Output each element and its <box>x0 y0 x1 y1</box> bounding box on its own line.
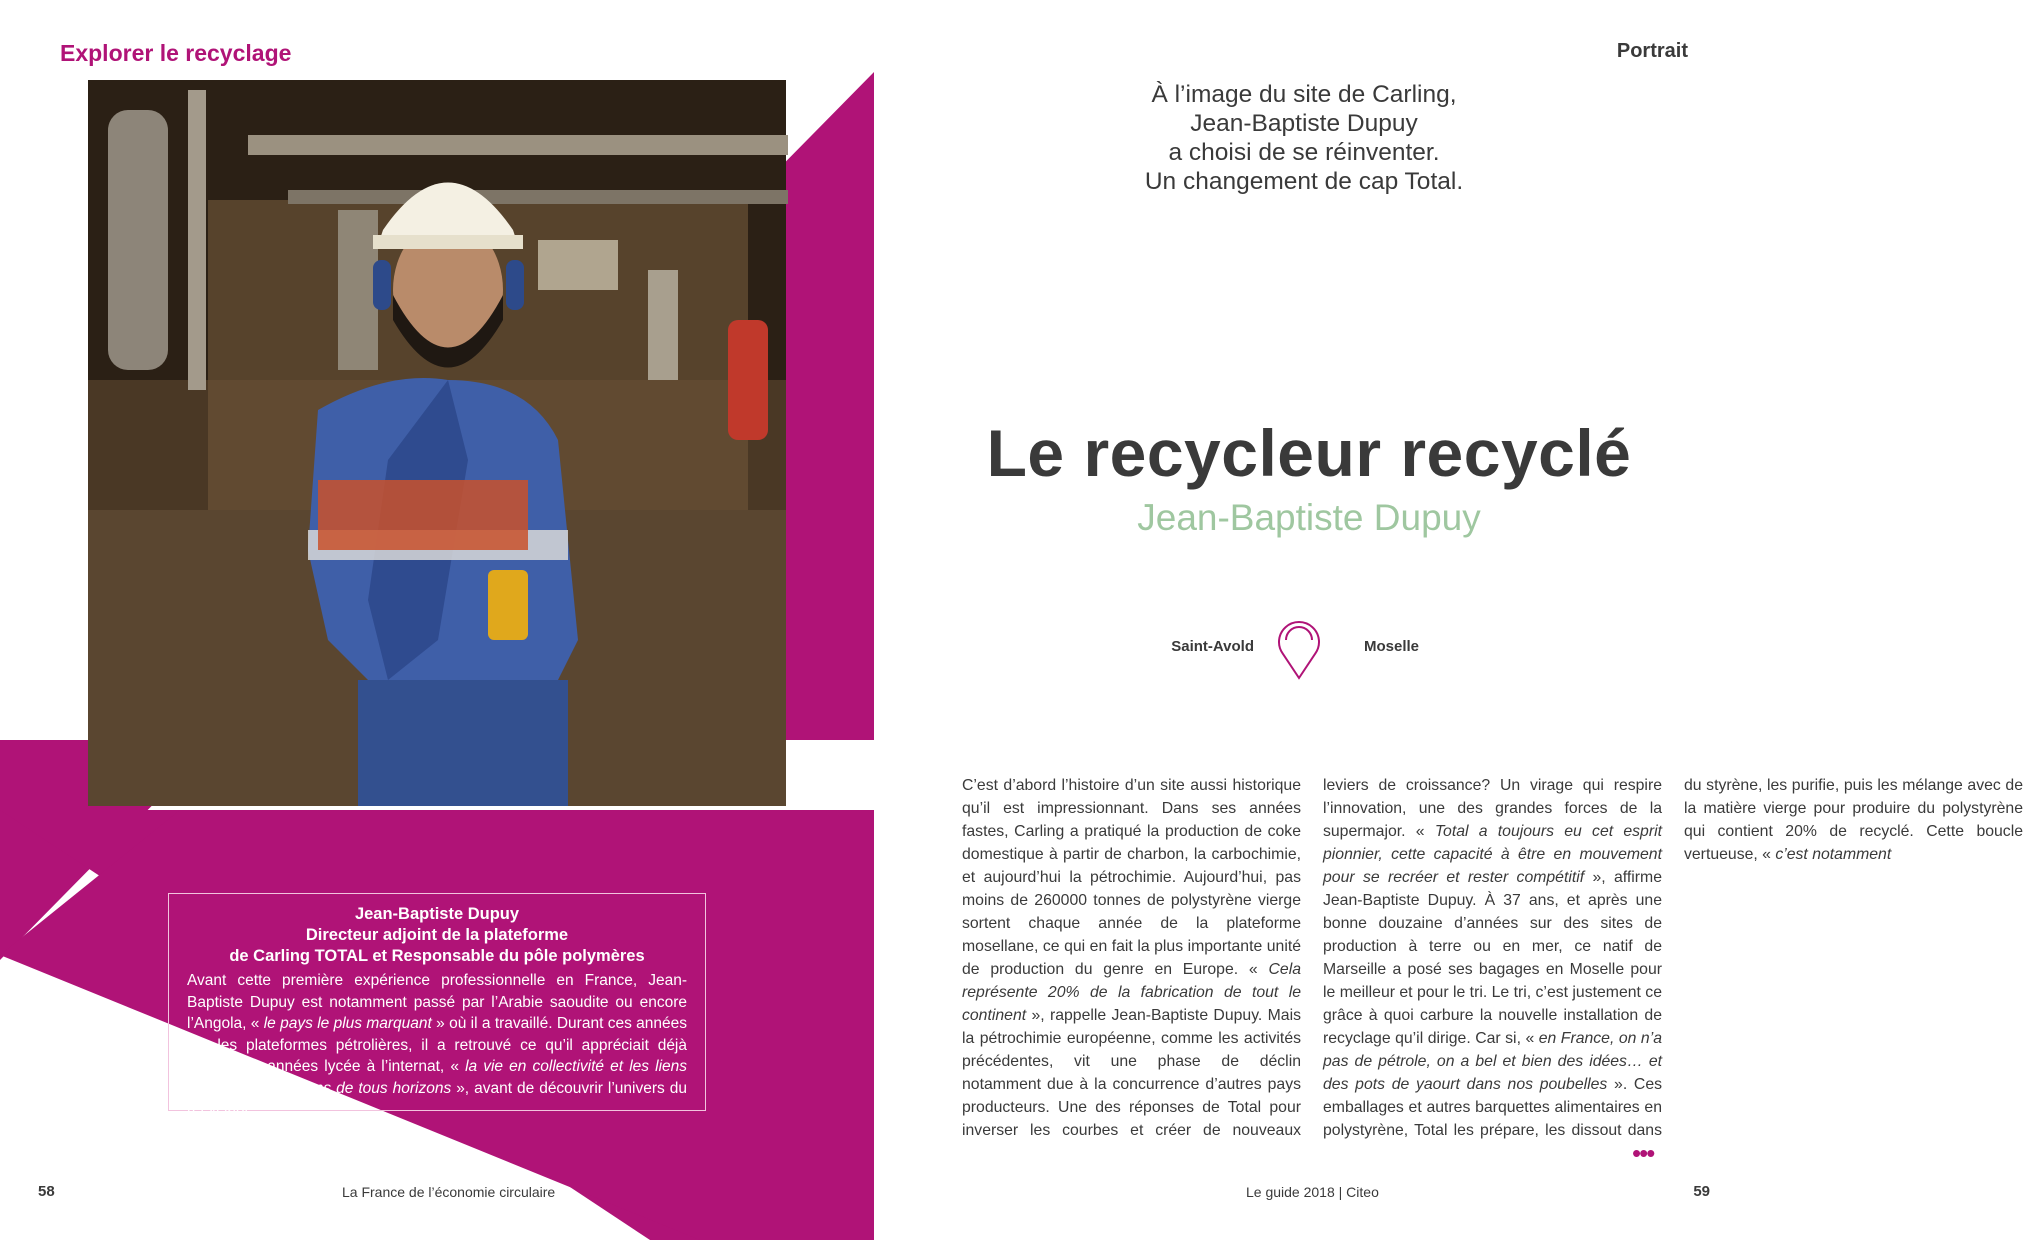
page-number-right: 59 <box>1693 1183 1710 1200</box>
intro-line: a choisi de se réinventer. <box>1168 139 1440 166</box>
worker-portrait-image <box>88 80 786 806</box>
bio-role-line1: Directeur adjoint de la plateforme <box>305 926 569 944</box>
bio-text: Avant cette première expérience professionnelle en France, Jean-Baptiste Dupuy est notamment passé par l’Arabie saoudite ou encore l’Angola, « le pays le plus marquant » où il a travaillé. Durant ces années sur les plateformes pétrolières, il a retrouvé ce qu’il appréciait déjà durant ses années lycée à l’internat, « la vie en collectivité et les liens créés avec des gens de tous horizons », avant de découvrir l’univers du recyclage. <box>187 972 688 1118</box>
intro-text <box>1024 80 1584 196</box>
intro-line: Jean-Baptiste Dupuy <box>1190 110 1418 137</box>
footer-title-left: La France de l’économie circulaire <box>342 1184 556 1200</box>
bio-name: Jean-Baptiste Dupuy <box>354 905 520 923</box>
bio-role-line2: de Carling TOTAL et Responsable du pôle polymères <box>229 947 645 965</box>
article-title: Le recycleur recyclé <box>986 416 1632 490</box>
page-number-left: 58 <box>38 1183 55 1200</box>
location <box>1054 618 1554 680</box>
intro-line: Un changement de cap Total. <box>1144 168 1464 195</box>
footer-title-right: Le guide 2018 | Citeo <box>1246 1184 1379 1200</box>
section-label-portrait: Portrait <box>1616 40 1688 62</box>
location-city: Saint-Avold <box>1171 638 1254 655</box>
article-subtitle: Jean-Baptiste Dupuy <box>1137 497 1481 538</box>
intro-line: À l’image du site de Carling, <box>1151 81 1457 108</box>
right-page <box>874 0 2023 1240</box>
bio-box <box>168 893 706 1118</box>
continue-dots: ••• <box>1632 1138 1654 1168</box>
section-label: Explorer le recyclage <box>60 40 292 66</box>
left-page <box>0 0 874 1240</box>
article-body: C’est d’abord l’histoire d’un site aussi historique qu’il est impressionnant. Dans ses années fastes, Carling a pratiqué la production de coke domestique à partir de charbon, la carbochimie, et aujourd’hui la pétrochimie. Aujourd’hui, pas moins de 260000 tonnes de polystyrène vierge sortent chaque année de la plateforme mosellane, ce qui en fait la plus importante unité de production du genre en Europe. « Cela représente 20% de la fabrication de tout le continent », rappelle Jean-Baptiste Dupuy. Mais la pétrochimie européenne, comme les activités précédentes, vit une phase de déclin notamment due à la concurrence d’autres pays producteurs. Une des réponses de Total pour inverser les courbes et créer de nouveaux leviers de croissance? Un virage qui respire l’innovation, une des grandes forces de la supermajor. « Total a toujours eu cet esprit pionnier, cette capacité à être en mouvement pour se recréer et rester compétitif », affirme Jean-Baptiste Dupuy. À 37 ans, et après une bonne douzaine d’années sur des sites de production à terre ou en mer, ce natif de Marseille a posé ses bagages en Moselle pour le meilleur et pour le tri. Le tri, c’est justement ce grâce à quoi carbure la nouvelle installation de recyclage qu’il dirige. Car si, « en France, on n’a pas de pétrole, on a bel et bien des idées… et des pots de yaourt dans nos poubelles ». Ces emballages et autres barquettes alimentaires en polystyrène, Total les prépare, les dissout dans du styrène, les purifie, puis les mélange avec de la matière vierge pour produire du polystyrène qui contient 20% de recyclé. Cette boucle vertueuse, « c’est notamment <box>962 777 2023 1139</box>
location-department: Moselle <box>1364 638 1420 655</box>
map-pin-icon <box>1274 618 1324 680</box>
